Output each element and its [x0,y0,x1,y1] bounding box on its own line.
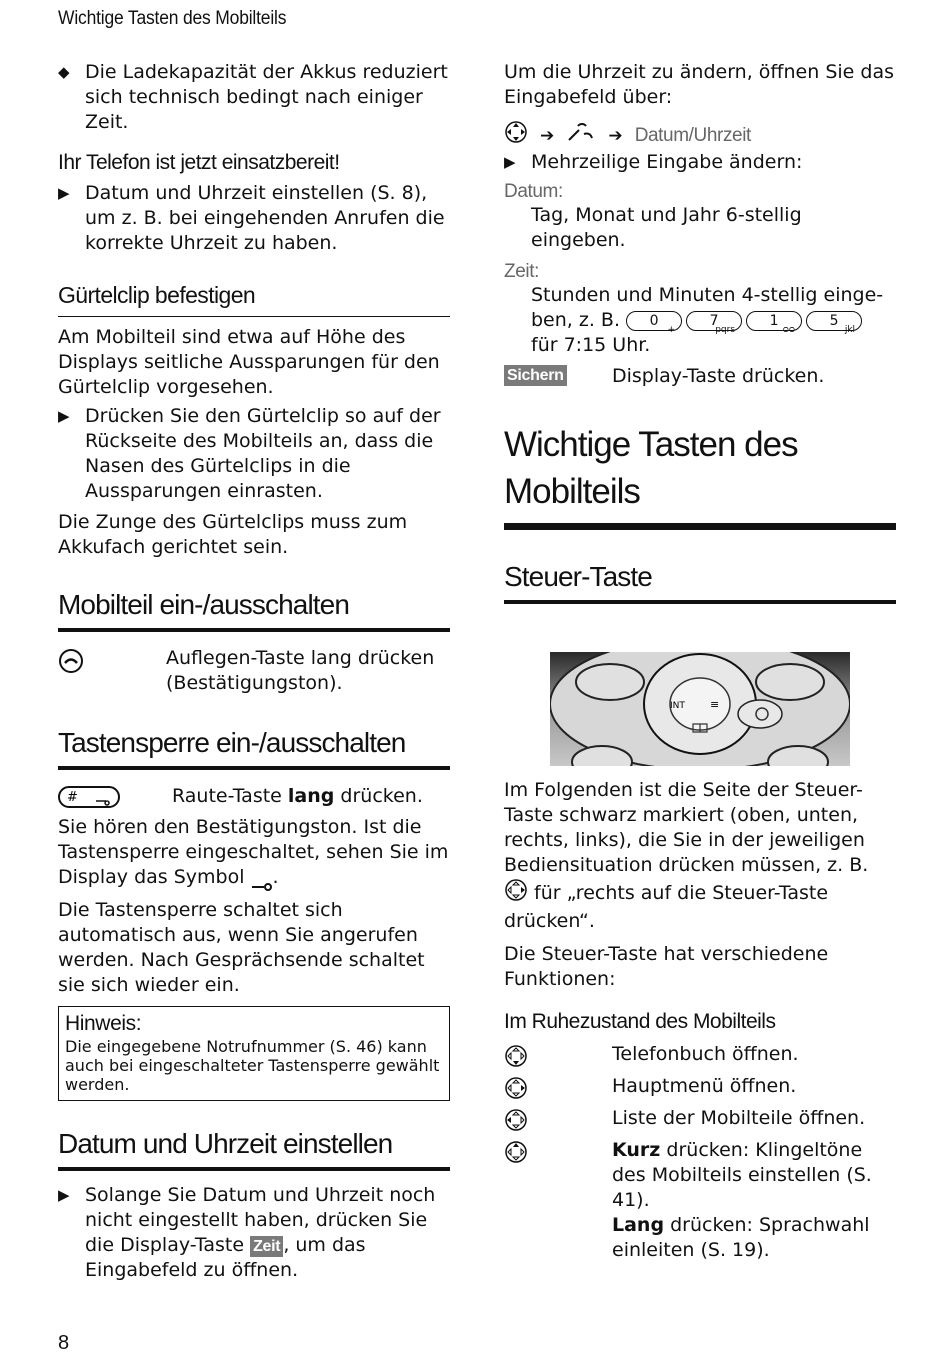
running-header: Wichtige Tasten des Mobilteils [58,8,287,29]
int-label: INT [670,701,685,711]
clip-text: Am Mobilteil sind etwa auf Höhe des Displays seitliche Aussparungen für den Gürtelclip vorgesehen. [58,326,440,398]
func-mainmenu: Hauptmenü öffnen. [504,1074,896,1106]
right-intro: Um die Uhrzeit zu ändern, öffnen Sie das Eingabefeld über: [504,61,895,108]
multiline-bullet: ▶ Mehrzeilige Eingabe ändern: [504,151,803,173]
func-phonebook: Telefonbuch öffnen. [504,1042,896,1074]
steuer-text-2: Die Steuer-Taste hat verschiedene Funktionen: [504,943,829,990]
idle-heading: Im Ruhezustand des Mobilteils [504,1010,776,1033]
ready-heading: Ihr Telefon ist jetzt einsatzbereit! [58,151,340,174]
main-heading: Wichtige Tasten des Mobilteils [504,421,896,530]
clip-heading: Gürtelclip befestigen [58,280,450,317]
page-number: 8 [58,1332,70,1354]
lock-heading: Tastensperre ein-/ausschalten [58,726,450,770]
date-bullet: ▶ Solange Sie Datum und Uhrzeit noch nicht eingestellt haben, drücken Sie die Display-Taste Zeit , um das Eingabefeld zu öffnen. [58,1184,436,1281]
clip-bullet: ▶ Drücken Sie den Gürtelclip so auf der Rückseite des Mobilteils an, dass die Nasen des Gürtelclips in die Aussparungen einrasten. [58,405,441,502]
key-0-icon: 0 + [626,311,682,331]
zeit-softkey: Zeit [250,1236,283,1257]
sichern-softkey: Sichern [504,365,567,386]
save-row: Sichern Display-Taste drücken. [504,364,896,389]
end-call-key-icon [58,648,84,681]
key-lock-icon [251,873,273,883]
nav-key-right-icon [504,878,528,909]
onoff-row: Auflegen-Taste lang drücken (Bestätigungston). [58,646,450,696]
nav-key-down-icon [504,1044,528,1075]
bullet-akku: ◆ Die Ladekapazität der Akkus reduziert sich technisch bedingt nach einiger Zeit. [58,61,448,133]
lock-row: # Raute-Taste lang drücken. [58,784,450,809]
arrow-bullet-icon: ▶ [58,1186,70,1204]
arrow-bullet-icon: ▶ [58,407,70,425]
menu-path-label: Datum/Uhrzeit [634,125,751,146]
zeit-text-3: für 7:15 Uhr. [531,334,651,356]
settings-wrench-icon [566,120,596,151]
note-title: Hinweis: [65,1012,142,1035]
zeit-label: Zeit: [504,261,539,282]
left-column [58,60,450,1283]
key-5-icon: 5 jkl [806,311,862,331]
lock-text-1: Sie hören den Bestätigungston. Ist die Tastensperre eingeschaltet, sehen Sie im Display das Symbol . [58,816,449,888]
datum-label: Datum: [504,181,563,202]
arrow-right-icon: ➔ [608,126,623,146]
note-box [58,1006,450,1101]
nav-key-up-icon [504,1140,528,1171]
menu-label: ≡ [710,698,720,711]
steuer-text-1: Im Folgenden ist die Seite der Steuer-Taste schwarz markiert (oben, unten, rechts, links), die Sie in der jeweiligen Bediensituation drücken müssen, z. B. für „rechts auf die Steuer-Taste drücken“. [504,779,869,932]
menu-path-row [504,120,896,146]
func-handsets: Liste der Mobilteile öffnen. [504,1106,896,1138]
zeit-text-1: Stunden und Minuten 4-stellig einge- [531,284,884,306]
arrow-bullet-icon: ▶ [58,184,70,202]
onoff-heading: Mobilteil ein-/ausschalten [58,588,450,632]
diamond-bullet-icon: ◆ [58,63,70,81]
zeit-text-2: ben, z. B. 0 + 7 pqrs 1 ᴑᴑ 5 jkl [504,308,896,333]
key-1-icon: 1 ᴑᴑ [746,311,802,331]
hash-key-icon [58,786,120,815]
right-column [504,60,896,1263]
note-body: Die eingegebene Notrufnummer (S. 46) kann auch bei eingeschalteter Tastensperre gewählt werden. [65,1037,440,1094]
nav-key-left-icon [504,1108,528,1139]
phone-keypad-image [550,652,850,766]
nav-key-right-icon [504,1076,528,1107]
date-heading: Datum und Uhrzeit einstellen [58,1127,450,1171]
bullet-datum: ▶ Datum und Uhrzeit einstellen (S. 8), um z. B. bei eingehenden Anrufen die korrekte Uhrzeit zu haben. [58,182,445,254]
key-7-icon: 7 pqrs [686,311,742,331]
func-ringtones: Kurz drücken: Klingeltöne des Mobilteils einstellen (S. 41). Lang drücken: Sprachwahl einleiten (S. 19). [504,1138,896,1263]
clip-text-2: Die Zunge des Gürtelclips muss zum Akkufach gerichtet sein. [58,511,408,558]
datum-text: Tag, Monat und Jahr 6-stellig eingeben. [531,204,802,251]
arrow-bullet-icon: ▶ [504,153,516,171]
arrow-right-icon: ➔ [540,126,555,146]
svg-text:#: # [67,790,78,805]
nav-key-icon [504,120,528,151]
steuer-heading: Steuer-Taste [504,560,896,604]
lock-text-2: Die Tastensperre schaltet sich automatisch aus, wenn Sie angerufen werden. Nach Gesprächsende schaltet sie sich wieder ein. [58,899,425,996]
